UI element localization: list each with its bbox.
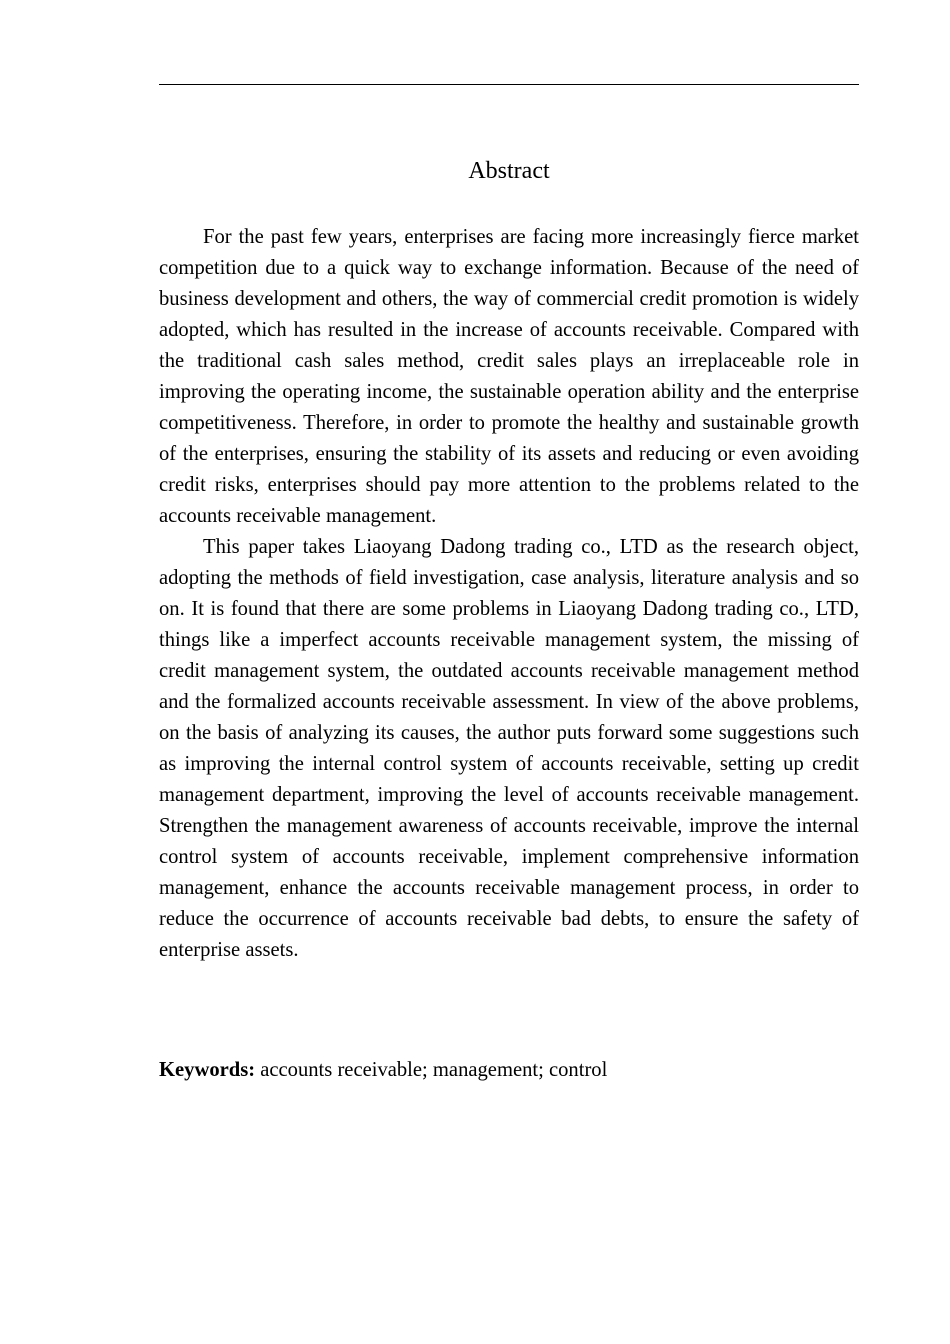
keywords-line: [159, 1055, 859, 1086]
header-rule: [159, 84, 859, 85]
abstract-body: [159, 222, 859, 966]
page-title: Abstract: [468, 158, 550, 184]
keywords-text: accounts receivable; management; control: [260, 1059, 608, 1081]
abstract-paragraph-2: This paper takes Liaoyang Dadong trading co., LTD as the research object, adopting the methods of field investigation, case analysis, literature analysis and so on. It is found that there are some problems in Liaoyang Dadong trading co., LTD, things like a imperfect accounts receivable management system, the missing of credit management system, the outdated accounts receivable management method and the formalized accounts receivable assessment. In view of the above problems, on the basis of analyzing its causes, the author puts forward some suggestions such as improving the internal control system of accounts receivable, setting up credit management department, improving the level of accounts receivable management. Strengthen the management awareness of accounts receivable, improve the internal control system of accounts receivable, implement comprehensive information management, enhance the accounts receivable management process, in order to reduce the occurrence of accounts receivable bad debts, to ensure the safety of enterprise assets.: [159, 536, 859, 961]
keywords-label: Keywords:: [159, 1059, 256, 1081]
abstract-paragraph-1: For the past few years, enterprises are facing more increasingly fierce market competition due to a quick way to exchange information. Because of the need of business development and others, the way of commercial credit promotion is widely adopted, which has resulted in the increase of accounts receivable. Compared with the traditional cash sales method, credit sales plays an irreplaceable role in improving the operating income, the sustainable operation ability and the enterprise competitiveness. Therefore, in order to promote the healthy and sustainable growth of the enterprises, ensuring the stability of its assets and reducing or even avoiding credit risks, enterprises should pay more attention to the problems related to the accounts receivable management.: [159, 226, 859, 527]
